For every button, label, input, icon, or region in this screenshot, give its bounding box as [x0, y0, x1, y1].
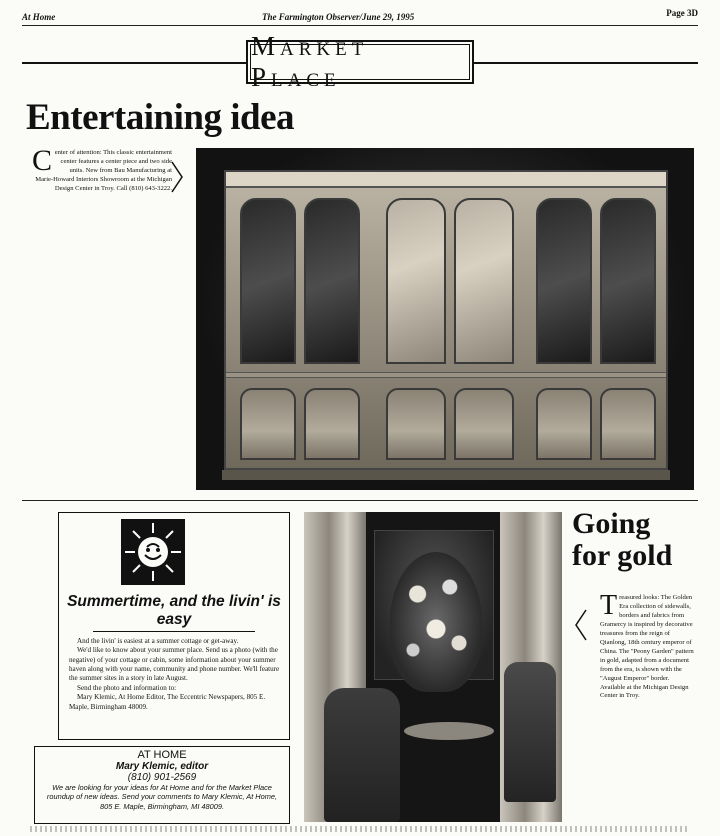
- newspaper-dateline: The Farmington Observer/June 29, 1995: [262, 12, 415, 22]
- at-home-editor: Mary Klemic, editor: [115, 761, 209, 772]
- section-divider: [22, 500, 698, 501]
- banner-rule-right: [474, 62, 698, 64]
- summer-paragraph: And the livin' is easiest at a summer cottage or get-away.: [77, 637, 239, 645]
- summer-paragraph: Mary Klemic, At Home Editor, The Eccentric Newspapers, 805 E. Maple, Birmingham 48009.: [69, 693, 266, 711]
- header-rule: [22, 25, 698, 26]
- flower-arrangement: [390, 552, 482, 692]
- summer-paragraph: Send the photo and information to:: [77, 683, 177, 692]
- sun-moon-icon: [121, 519, 185, 585]
- summer-title-rule: [93, 631, 255, 632]
- at-home-title: AT HOME: [137, 749, 187, 761]
- banner-rule-left: [22, 62, 246, 64]
- entertainment-center-photo: [196, 148, 694, 490]
- feature2-caption-text: reasured looks: The Golden Era collection of sidewalls, borders and fabrics from Gramercy is inspired by decorative treasures from the reign of Qianlong, 18th century emperor of China. The "Peony Garden" pattern in gold, adapted from a document from the era, is shown with the "August Emperor" border. Available at the Michigan Design Center in Troy.: [600, 594, 694, 700]
- pointer-left-icon: [574, 608, 588, 642]
- cabinet-illustration: [224, 170, 668, 470]
- feature2-caption: [600, 590, 694, 701]
- banner-title: Market Place: [250, 44, 470, 80]
- summer-paragraph: We'd like to know about your summer place. Send us a photo (with the negative) of your cottage or cabin, some information about your summer haven along with your name, community and phone number. We'll feature the summer sites in a story in late August.: [69, 646, 280, 683]
- feature2-headline: [572, 508, 672, 571]
- page-number: Page 3D: [666, 8, 698, 18]
- feature2-headline-line1: Going: [572, 507, 651, 540]
- page-header: [22, 8, 698, 24]
- section-name: At Home: [22, 12, 56, 22]
- pointer-right-icon: [170, 160, 184, 194]
- feature1-headline: Entertaining idea: [26, 97, 294, 138]
- at-home-phone: (810) 901-2569: [127, 772, 197, 783]
- feature1-dropcap: C: [32, 144, 53, 177]
- market-place-banner: [22, 31, 698, 92]
- feature1-caption: [32, 144, 172, 193]
- scan-noise-strip: [30, 826, 690, 832]
- banner-box: [246, 31, 474, 92]
- feature1-caption-text: enter of attention: This classic entertainment center features a center piece and two side units. New from Bau Manufacturing at Marie-Howard Interiors Showroom at the Michigan Design Center in Troy. Call (810) 643-3222.: [35, 149, 172, 193]
- at-home-message: We are looking for your ideas for At Home and for the Market Place roundup of new ideas. Send your comments to Mary Klemic, At Home, 805 E. Maple, Birmingham, MI 48009.: [46, 783, 278, 811]
- feature2-dropcap: T: [600, 590, 618, 621]
- summer-title: Summertime, and the livin' is easy: [67, 593, 281, 628]
- summer-body: [69, 637, 283, 712]
- feature2-headline-line2: for gold: [572, 538, 673, 572]
- summer-box: [58, 512, 290, 740]
- at-home-box: [34, 746, 290, 824]
- dining-room-photo: [304, 512, 562, 822]
